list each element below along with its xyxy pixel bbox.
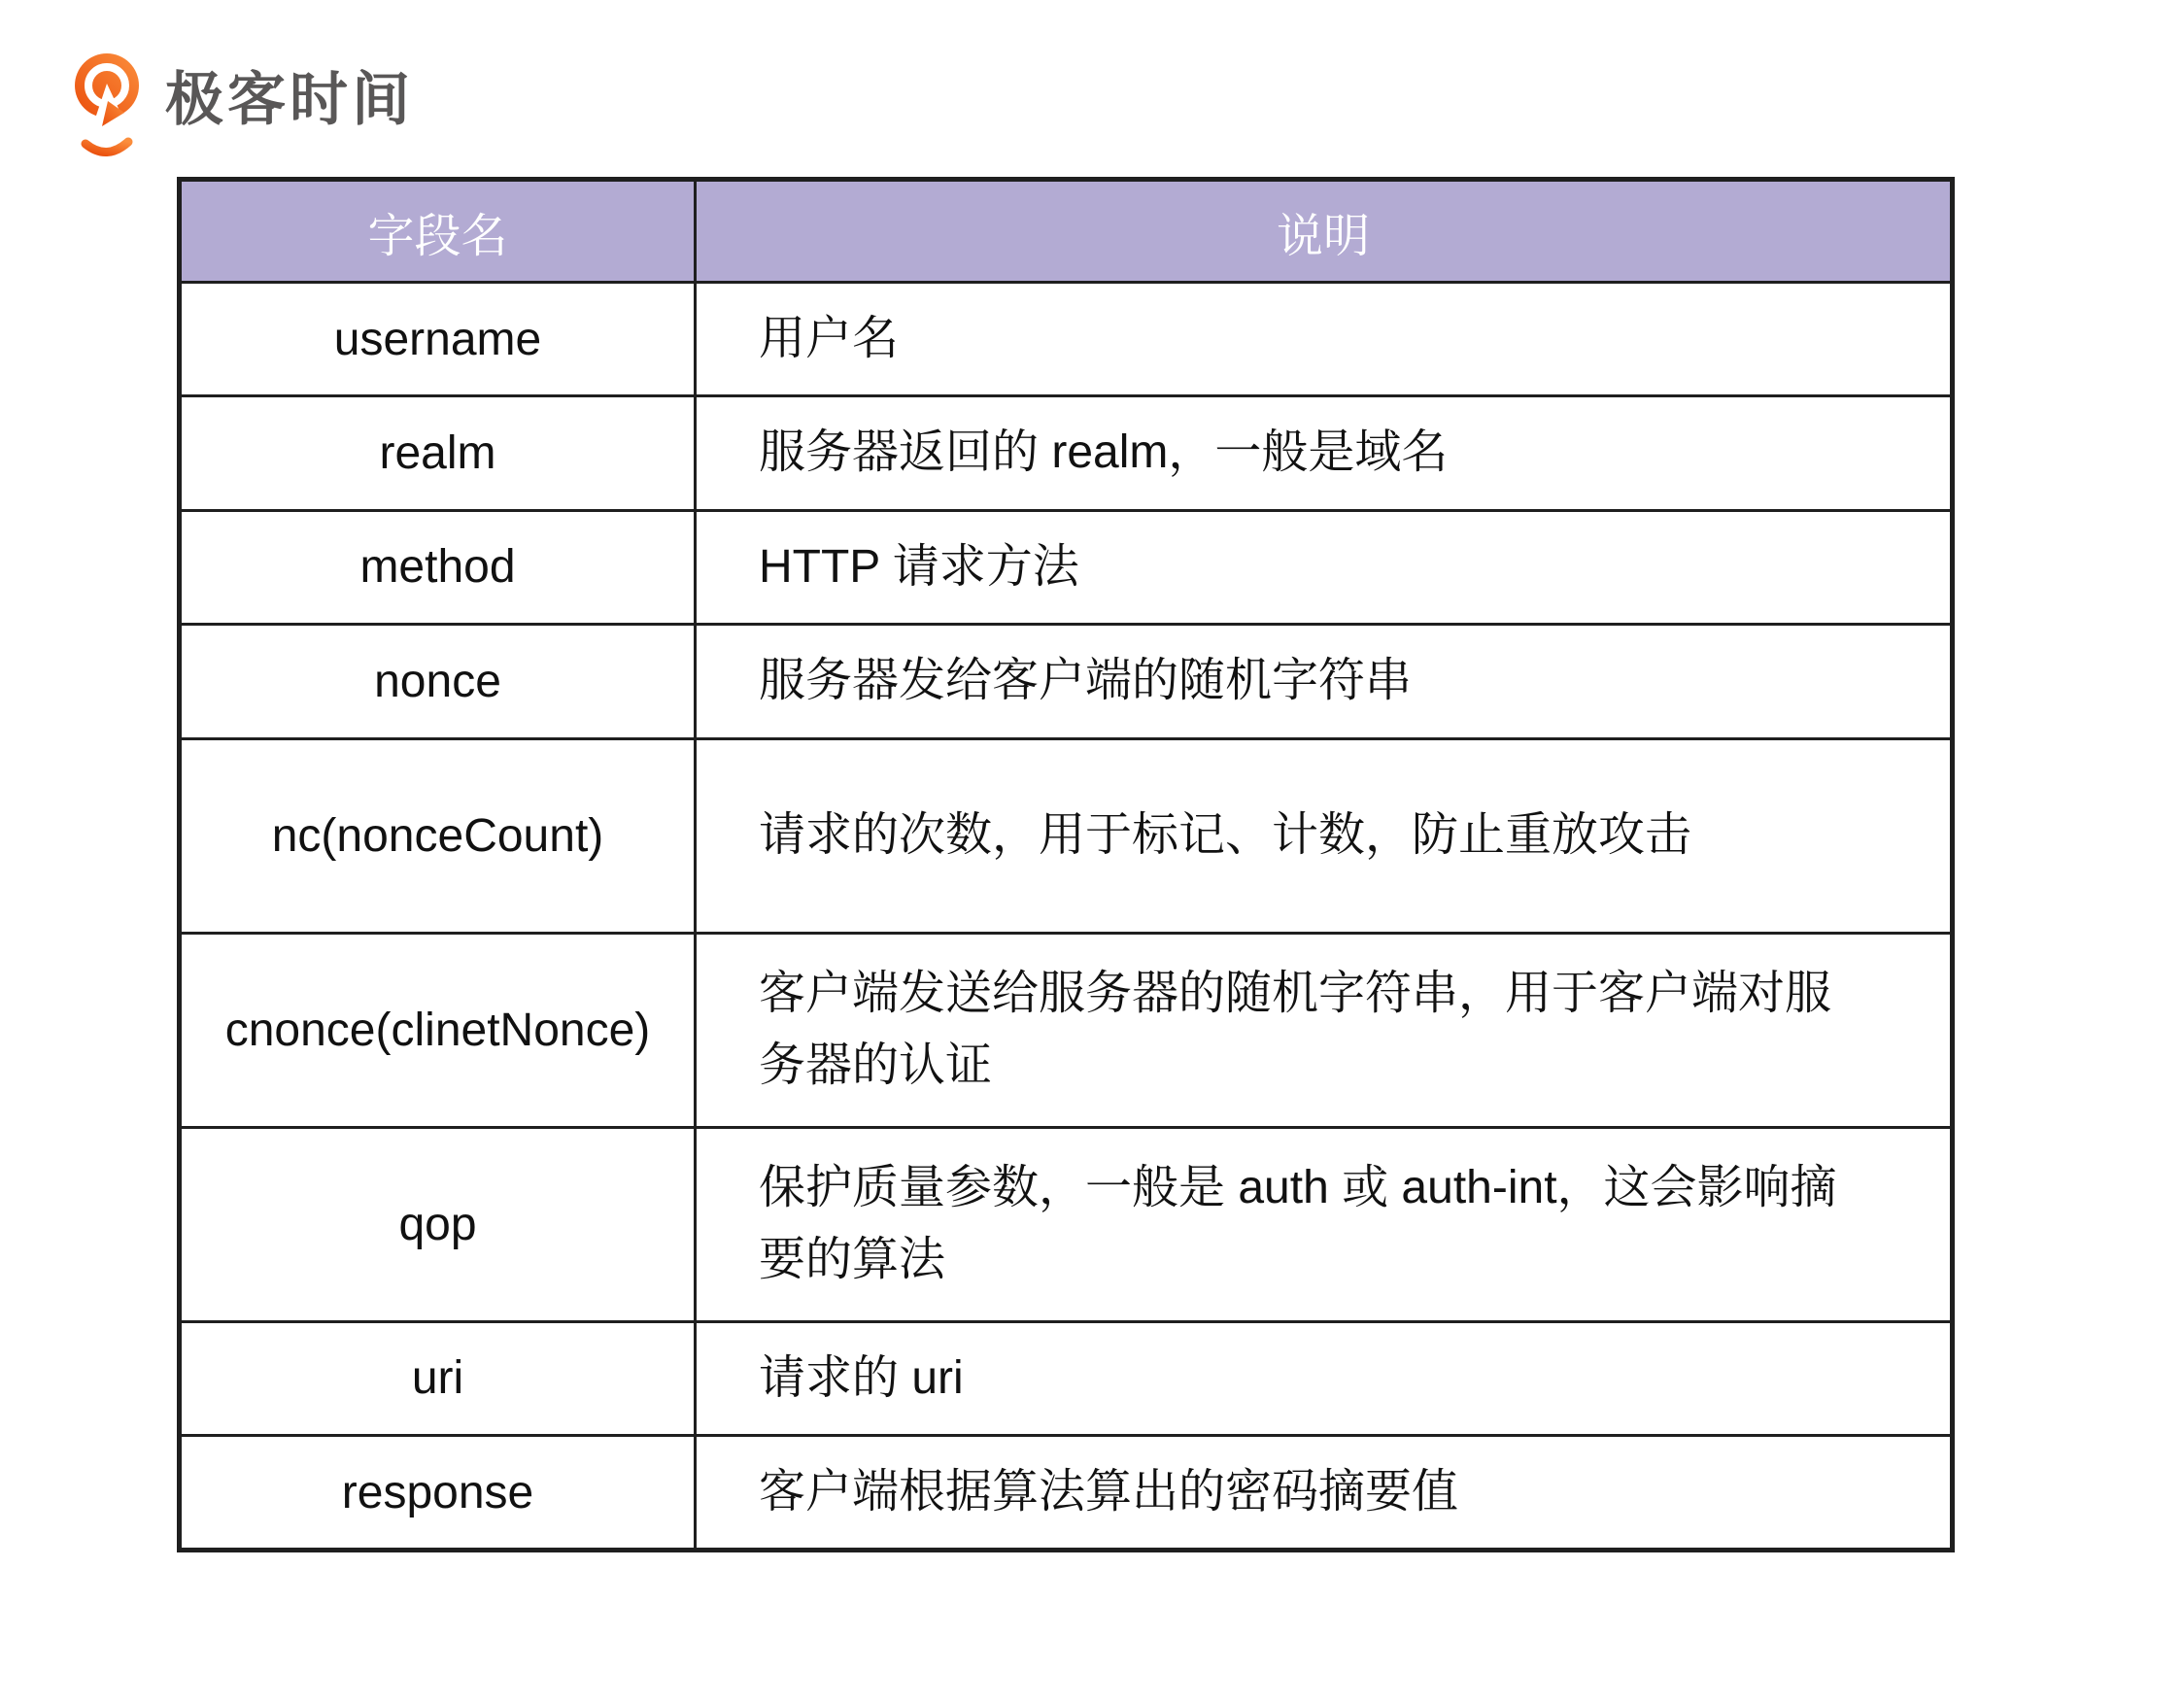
field-name-cell: cnonce(clinetNonce)	[180, 933, 696, 1127]
field-name-cell: username	[180, 283, 696, 396]
field-name-cell: realm	[180, 396, 696, 510]
column-header-description: 说明	[696, 180, 1953, 283]
description-cell: 客户端根据算法算出的密码摘要值	[696, 1435, 1953, 1550]
geektime-logo-icon	[70, 51, 144, 163]
table-row	[180, 283, 1953, 396]
fields-table	[177, 177, 1955, 1552]
description-cell: 服务器返回的 realm，一般是域名	[696, 396, 1953, 510]
description-cell: 请求的次数，用于标记、计数，防止重放攻击	[696, 738, 1953, 933]
fields-table-container	[177, 177, 1955, 1552]
description-cell: 请求的 uri	[696, 1321, 1953, 1435]
description-cell: 服务器发给客户端的随机字符串	[696, 625, 1953, 738]
field-name-cell: nonce	[180, 625, 696, 738]
table-row	[180, 1321, 1953, 1435]
table-row	[180, 738, 1953, 933]
table-row	[180, 1127, 1953, 1321]
column-header-field-name: 字段名	[180, 180, 696, 283]
table-row	[180, 933, 1953, 1127]
table-row	[180, 625, 1953, 738]
table-row	[180, 1435, 1953, 1550]
description-cell: HTTP 请求方法	[696, 510, 1953, 624]
field-name-cell: qop	[180, 1127, 696, 1321]
table-row	[180, 510, 1953, 624]
field-name-cell: response	[180, 1435, 696, 1550]
field-name-cell: uri	[180, 1321, 696, 1435]
brand-name: 极客时间	[165, 67, 414, 132]
field-name-cell: method	[180, 510, 696, 624]
field-name-cell: nc(nonceCount)	[180, 738, 696, 933]
table-row	[180, 396, 1953, 510]
brand-logo	[70, 51, 414, 163]
description-cell: 保护质量参数，一般是 auth 或 auth-int，这会影响摘要的算法	[696, 1127, 1953, 1321]
description-cell: 用户名	[696, 283, 1953, 396]
table-header-row	[180, 180, 1953, 283]
description-cell: 客户端发送给服务器的随机字符串，用于客户端对服务器的认证	[696, 933, 1953, 1127]
